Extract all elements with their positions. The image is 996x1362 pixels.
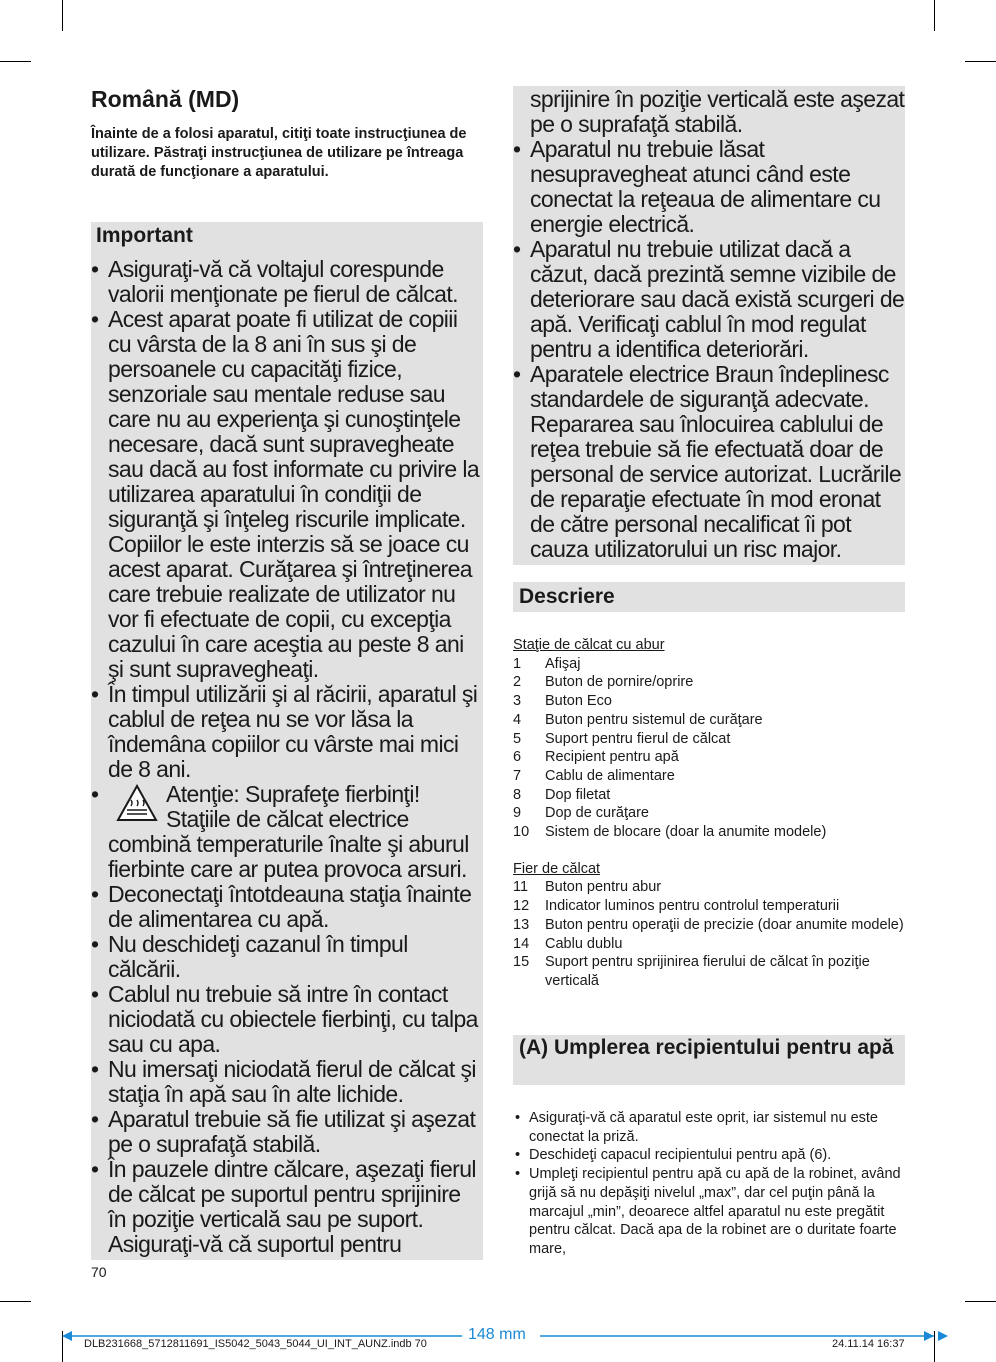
warning-block: [108, 782, 483, 832]
part-row: [513, 804, 905, 823]
list-item: • În pauzele dintre călcare, aşezaţi fierul de călcat pe suportul pentru sprijinire în poziţie verticală sau pe suport. Asiguraţi-vă că suportul pentru: [91, 1156, 476, 1257]
part-label: Buton de pornire/oprire: [545, 674, 694, 691]
part-label: Indicator luminos pentru controlul temperaturii: [545, 898, 840, 915]
part-number: 5: [513, 730, 522, 747]
important-heading: Important: [96, 224, 193, 247]
part-number: 13: [513, 916, 530, 933]
list-item: • Deconectaţi întotdeauna staţia înainte de alimentarea cu apă.: [91, 881, 472, 932]
list-item: • În timpul utilizării şi al răcirii, aparatul şi cablul de reţea nu se vor lăsa la îndemâna copiilor cu vârste mai mici de 8 ani.: [91, 681, 478, 782]
list-item: • Acest aparat poate fi utilizat de copiii cu vârsta de la 8 ani în sus şi de persoanele cu capacităţi fizice, senzoriale sau mentale reduse sau care nu au experienţa şi cunoştinţele necesare, dacă sunt supravegheate sau dacă au fost informate cu privire la utilizarea aparatului în condiţii de siguranţă şi înţeleg riscurile implicate. Copiilor le este interzis să se joace cu acest aparat. Curăţarea şi întreţinerea care trebuie realizate de utilizator nu vor fi efectuate de copii, cu excepţia cazului în care aceştia au peste 8 ani şi sunt supravegheaţi.: [91, 306, 480, 682]
part-number: 7: [513, 767, 522, 784]
list-item: • Umpleţi recipientul pentru apă cu apă de la robinet, având grijă să nu depăşiţi nivelul „max”, dar cel puţin până la marcajul „min”, deoarece altfel aparatul nu este pregătit pentru călcat. Dacă apa de la robinet are o duritate foarte mare,: [515, 1166, 901, 1257]
description-list: [513, 636, 905, 991]
important-list-continued: [513, 87, 905, 562]
part-label: Buton pentru abur: [545, 879, 662, 896]
part-number: 9: [513, 805, 522, 822]
part-row: [513, 897, 905, 916]
part-row: [513, 823, 905, 842]
page-title: Română (MD): [91, 86, 240, 112]
station-parts: [513, 655, 905, 842]
hot-surface-warning-icon: [116, 784, 158, 822]
important-list: [91, 257, 483, 1257]
part-number: 4: [513, 711, 522, 728]
crop-mark: [965, 61, 996, 62]
part-label: Cablu dublu: [545, 935, 623, 952]
part-label: Suport pentru fierul de călcat: [545, 730, 731, 747]
part-row: [513, 786, 905, 805]
page-number: 70: [91, 1264, 107, 1280]
list-item: • Aparatul nu trebuie lăsat nesupravegheat atunci când este conectat la reţeaua de alimentare cu energie electrică.: [513, 136, 881, 237]
part-row: [513, 692, 905, 711]
part-row: [513, 655, 905, 674]
part-label: Buton pentru sistemul de curăţare: [545, 711, 763, 728]
list-item: • Asiguraţi-vă că aparatul este oprit, iar sistemul nu este conectat la priză.: [515, 1110, 878, 1145]
iron-heading: Fier de călcat: [513, 860, 601, 877]
part-row: [513, 711, 905, 730]
part-row: [513, 748, 905, 767]
part-number: 8: [513, 786, 522, 803]
part-number: 11: [513, 879, 529, 896]
intro-text: Înainte de a folosi aparatul, citiţi toate instrucţiunea de utilizare. Păstraţi instrucţiunea de utilizare pe întreaga durată de funcţionare a aparatului.: [91, 126, 467, 180]
crop-mark: [0, 61, 31, 62]
list-item: • Aparatul trebuie să fie utilizat şi aşezat pe o suprafaţă stabilă.: [91, 1106, 476, 1157]
part-number: 14: [513, 935, 530, 952]
fill-heading: (A) Umplerea recipientului pentru apă: [519, 1036, 894, 1059]
list-item: • Aparatele electrice Braun îndeplinesc standardele de siguranţă adecvate. Repararea sau înlocuirea cablului de reţea trebuie să fie efectuată doar de personal de service autorizat. Lucrările de reparaţie efectuate în mod eronat de către personal necalificat îi pot cauza utilizatorului un risc major.: [513, 361, 902, 562]
crop-mark: [934, 0, 935, 31]
crop-mark: [62, 0, 63, 31]
station-heading: Staţie de călcat cu abur: [513, 637, 665, 653]
part-row: [513, 878, 905, 897]
list-item-continued: sprijinire în poziţie verticală este aşezat pe o suprafaţă stabilă.: [530, 86, 905, 137]
part-label: Dop de curăţare: [545, 805, 649, 822]
part-label: Buton pentru operaţii de precizie (doar anumite modele): [545, 916, 904, 933]
warning-line: Staţiile de călcat electrice: [166, 806, 409, 832]
footer-file: DLB231668_5712811691_IS5042_5043_5044_UI_INT_AUNZ.indb 70: [84, 1338, 427, 1350]
part-label: Recipient pentru apă: [545, 749, 679, 766]
warning-text: combină temperaturile înalte şi aburul fierbinte care ar putea provoca arsuri.: [108, 831, 469, 882]
list-item: • Aparatul nu trebuie utilizat dacă a căzut, dacă prezintă semne vizibile de deteriorare sau dacă există scurgeri de apă. Verificaţi cablul în mod regulat pentru a identifica deteriorări.: [513, 236, 905, 362]
part-number: 10: [513, 824, 530, 841]
list-item: • Nu deschideţi cazanul în timpul călcării.: [91, 931, 408, 982]
part-label: Suport pentru sprijinirea fierului de călcat în poziţie verticală: [545, 954, 870, 989]
part-number: 6: [513, 749, 522, 766]
part-number: 3: [513, 693, 522, 710]
part-label: Dop filetat: [545, 786, 611, 803]
crop-mark: [0, 1301, 31, 1302]
part-row: [513, 767, 905, 786]
part-row: [513, 673, 905, 692]
warning-item: • Atenţie: Suprafeţe fierbinţi! Staţiile de călcat electrice combină temperaturile înalte şi aburul fierbinte care ar putea provoca arsuri.: [91, 782, 483, 882]
part-number: 12: [513, 898, 530, 915]
part-label: Cablu de alimentare: [545, 767, 675, 784]
descriere-heading: Descriere: [519, 585, 615, 608]
part-number: 15: [513, 954, 530, 971]
part-row: [513, 935, 905, 954]
list-item: • Cablul nu trebuie să intre în contact niciodată cu obiectele fierbinţi, cu talpa sau cu apa.: [91, 981, 478, 1057]
iron-parts: [513, 878, 905, 990]
part-label: Afişaj: [545, 655, 581, 672]
list-item: • Deschideţi capacul recipientului pentru apă (6).: [515, 1147, 832, 1164]
list-item: • Asiguraţi-vă că voltajul corespunde valorii menţionate pe fierul de călcat.: [91, 256, 458, 307]
part-row: [513, 953, 905, 990]
crop-mark: [965, 1301, 996, 1302]
fill-steps: [513, 1109, 905, 1259]
part-number: 2: [513, 674, 522, 691]
list-item: • Nu imersaţi niciodată fierul de călcat şi staţia în apă sau în alte lichide.: [91, 1056, 476, 1107]
footer-date: 24.11.14 16:37: [832, 1338, 905, 1350]
warning-line: Atenţie: Suprafeţe fierbinţi!: [166, 781, 420, 807]
part-number: 1: [513, 655, 522, 672]
part-row: [513, 730, 905, 749]
part-label: Buton Eco: [545, 693, 612, 710]
measure-label: 148 mm: [468, 1326, 526, 1343]
part-label: Sistem de blocare (doar la anumite modele): [545, 824, 827, 841]
part-row: [513, 916, 905, 935]
